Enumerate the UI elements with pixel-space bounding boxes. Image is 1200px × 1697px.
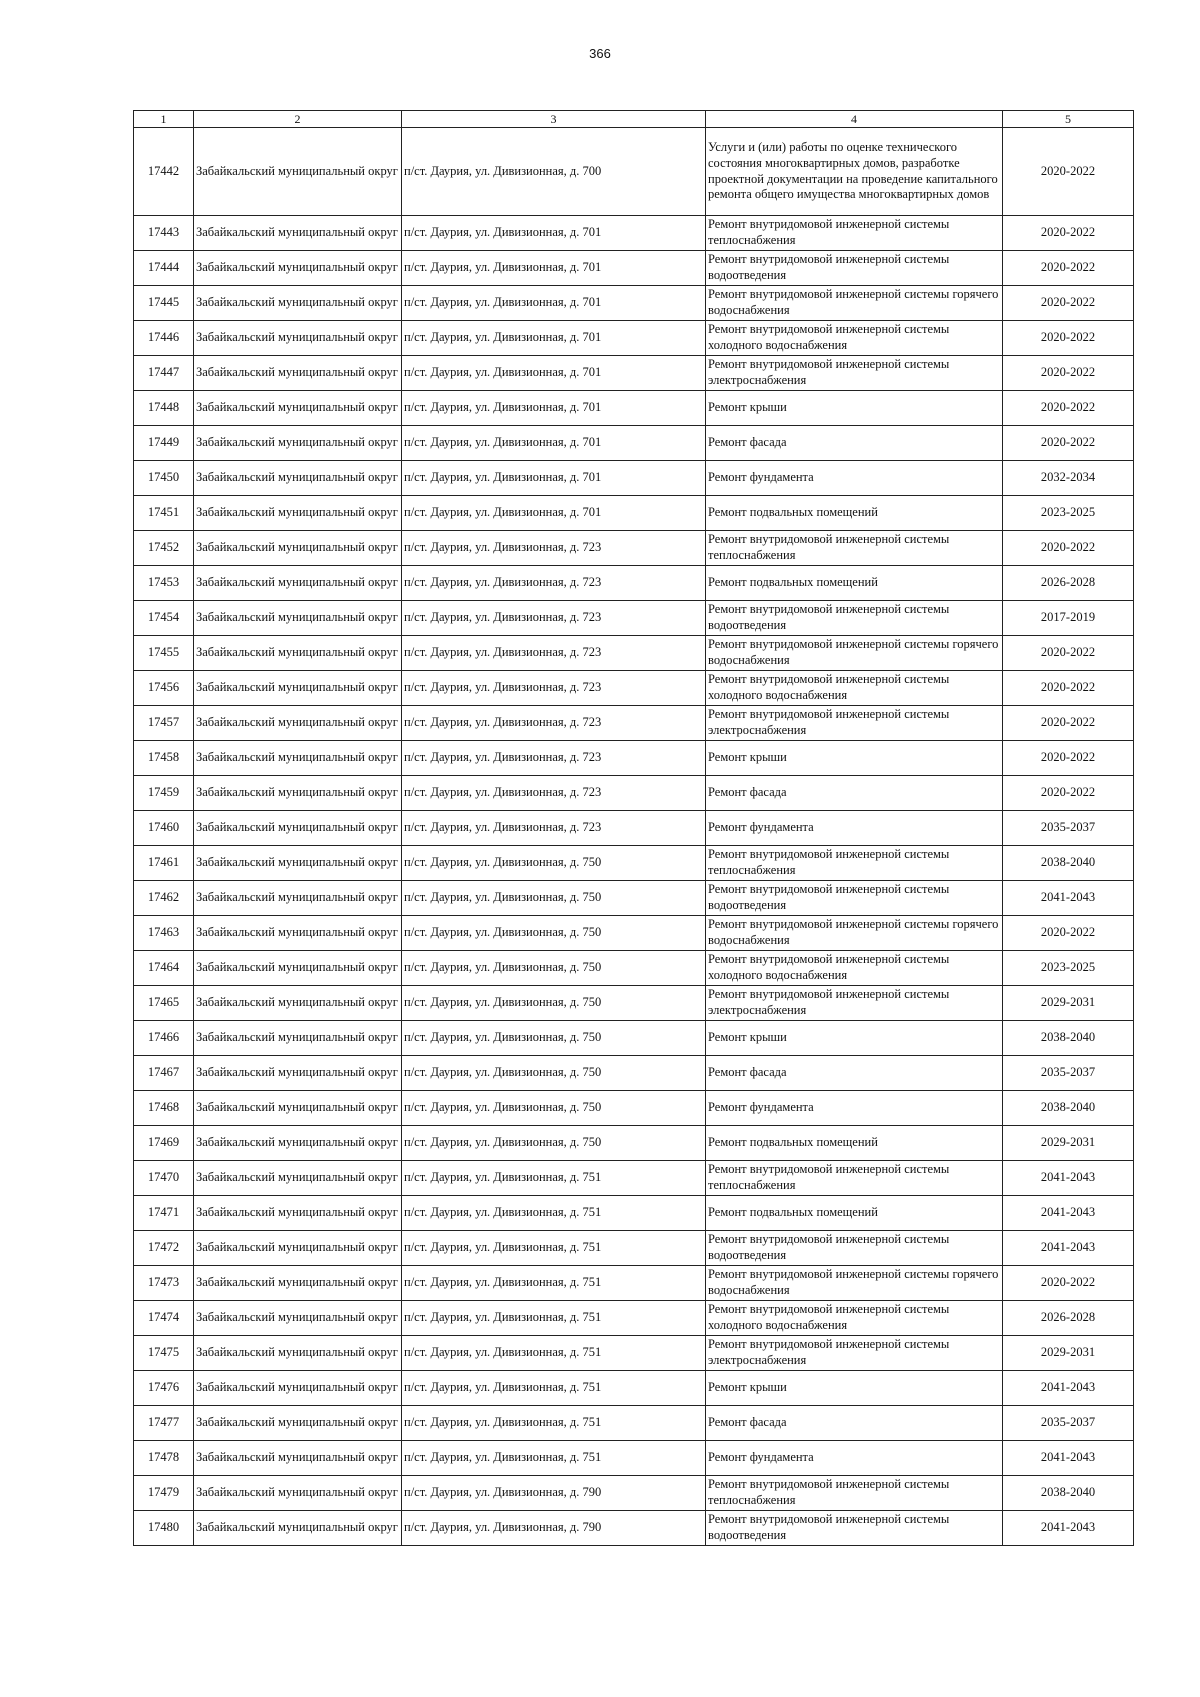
district-cell: Забайкальский муниципальный округ	[194, 986, 402, 1021]
column-header: 3	[402, 111, 706, 128]
district-cell: Забайкальский муниципальный округ	[194, 566, 402, 601]
district-cell: Забайкальский муниципальный округ	[194, 426, 402, 461]
table-row	[134, 1406, 1134, 1441]
period-cell: 2017-2019	[1003, 601, 1134, 636]
table-row	[134, 1056, 1134, 1091]
row-number-cell: 17476	[134, 1371, 194, 1406]
row-number-cell: 17450	[134, 461, 194, 496]
row-number-cell: 17462	[134, 881, 194, 916]
address-cell: п/ст. Даурия, ул. Дивизионная, д. 750	[402, 881, 706, 916]
address-cell: п/ст. Даурия, ул. Дивизионная, д. 790	[402, 1476, 706, 1511]
period-cell: 2041-2043	[1003, 1161, 1134, 1196]
district-cell: Забайкальский муниципальный округ	[194, 1126, 402, 1161]
district-cell: Забайкальский муниципальный округ	[194, 706, 402, 741]
row-number-cell: 17445	[134, 286, 194, 321]
table-row	[134, 1476, 1134, 1511]
work-type-cell: Ремонт крыши	[706, 1021, 1003, 1056]
table-row	[134, 601, 1134, 636]
period-cell: 2038-2040	[1003, 1476, 1134, 1511]
work-type-cell: Ремонт внутридомовой инженерной системы водоотведения	[706, 1511, 1003, 1546]
work-type-cell: Ремонт внутридомовой инженерной системы теплоснабжения	[706, 846, 1003, 881]
district-cell: Забайкальский муниципальный округ	[194, 846, 402, 881]
table-row	[134, 881, 1134, 916]
work-type-cell: Ремонт внутридомовой инженерной системы холодного водоснабжения	[706, 1301, 1003, 1336]
work-type-cell: Ремонт внутридомовой инженерной системы горячего водоснабжения	[706, 286, 1003, 321]
address-cell: п/ст. Даурия, ул. Дивизионная, д. 750	[402, 1126, 706, 1161]
address-cell: п/ст. Даурия, ул. Дивизионная, д. 750	[402, 1056, 706, 1091]
period-cell: 2029-2031	[1003, 986, 1134, 1021]
district-cell: Забайкальский муниципальный округ	[194, 1476, 402, 1511]
district-cell: Забайкальский муниципальный округ	[194, 391, 402, 426]
district-cell: Забайкальский муниципальный округ	[194, 636, 402, 671]
row-number-cell: 17443	[134, 216, 194, 251]
work-type-cell: Ремонт фасада	[706, 426, 1003, 461]
period-cell: 2026-2028	[1003, 1301, 1134, 1336]
address-cell: п/ст. Даурия, ул. Дивизионная, д. 751	[402, 1371, 706, 1406]
work-type-cell: Ремонт фасада	[706, 1406, 1003, 1441]
table-row	[134, 1091, 1134, 1126]
district-cell: Забайкальский муниципальный округ	[194, 461, 402, 496]
period-cell: 2020-2022	[1003, 706, 1134, 741]
table-row	[134, 1371, 1134, 1406]
district-cell: Забайкальский муниципальный округ	[194, 1021, 402, 1056]
row-number-cell: 17480	[134, 1511, 194, 1546]
table-row	[134, 496, 1134, 531]
work-type-cell: Ремонт фасада	[706, 1056, 1003, 1091]
work-type-cell: Ремонт внутридомовой инженерной системы холодного водоснабжения	[706, 321, 1003, 356]
address-cell: п/ст. Даурия, ул. Дивизионная, д. 723	[402, 706, 706, 741]
district-cell: Забайкальский муниципальный округ	[194, 251, 402, 286]
table-row	[134, 1301, 1134, 1336]
row-number-cell: 17458	[134, 741, 194, 776]
row-number-cell: 17468	[134, 1091, 194, 1126]
address-cell: п/ст. Даурия, ул. Дивизионная, д. 750	[402, 916, 706, 951]
row-number-cell: 17471	[134, 1196, 194, 1231]
address-cell: п/ст. Даурия, ул. Дивизионная, д. 723	[402, 741, 706, 776]
period-cell: 2020-2022	[1003, 286, 1134, 321]
column-header: 5	[1003, 111, 1134, 128]
district-cell: Забайкальский муниципальный округ	[194, 1406, 402, 1441]
table-row	[134, 811, 1134, 846]
row-number-cell: 17455	[134, 636, 194, 671]
work-type-cell: Ремонт внутридомовой инженерной системы горячего водоснабжения	[706, 636, 1003, 671]
work-type-cell: Ремонт внутридомовой инженерной системы водоотведения	[706, 1231, 1003, 1266]
work-type-cell: Ремонт внутридомовой инженерной системы холодного водоснабжения	[706, 671, 1003, 706]
district-cell: Забайкальский муниципальный округ	[194, 671, 402, 706]
table-row	[134, 986, 1134, 1021]
district-cell: Забайкальский муниципальный округ	[194, 881, 402, 916]
page-number: 366	[589, 46, 611, 61]
row-number-cell: 17461	[134, 846, 194, 881]
period-cell: 2038-2040	[1003, 1021, 1134, 1056]
work-type-cell: Ремонт фасада	[706, 776, 1003, 811]
district-cell: Забайкальский муниципальный округ	[194, 776, 402, 811]
address-cell: п/ст. Даурия, ул. Дивизионная, д. 751	[402, 1301, 706, 1336]
work-type-cell: Ремонт внутридомовой инженерной системы водоотведения	[706, 251, 1003, 286]
repair-schedule-table	[133, 110, 1134, 1546]
row-number-cell: 17457	[134, 706, 194, 741]
period-cell: 2029-2031	[1003, 1336, 1134, 1371]
period-cell: 2020-2022	[1003, 391, 1134, 426]
period-cell: 2029-2031	[1003, 1126, 1134, 1161]
work-type-cell: Ремонт подвальных помещений	[706, 1196, 1003, 1231]
district-cell: Забайкальский муниципальный округ	[194, 216, 402, 251]
table-row	[134, 741, 1134, 776]
period-cell: 2020-2022	[1003, 216, 1134, 251]
address-cell: п/ст. Даурия, ул. Дивизионная, д. 751	[402, 1161, 706, 1196]
period-cell: 2020-2022	[1003, 671, 1134, 706]
table-body	[134, 128, 1134, 1546]
work-type-cell: Ремонт внутридомовой инженерной системы холодного водоснабжения	[706, 951, 1003, 986]
district-cell: Забайкальский муниципальный округ	[194, 601, 402, 636]
work-type-cell: Услуги и (или) работы по оценке технического состояния многоквартирных домов, разработке проектной документации на проведение капитального ремонта общего имущества многоквартирных домов	[706, 128, 1003, 216]
table-row	[134, 251, 1134, 286]
table-row	[134, 671, 1134, 706]
table-row	[134, 461, 1134, 496]
address-cell: п/ст. Даурия, ул. Дивизионная, д. 723	[402, 601, 706, 636]
row-number-cell: 17464	[134, 951, 194, 986]
row-number-cell: 17470	[134, 1161, 194, 1196]
table-row	[134, 531, 1134, 566]
row-number-cell: 17452	[134, 531, 194, 566]
district-cell: Забайкальский муниципальный округ	[194, 1091, 402, 1126]
district-cell: Забайкальский муниципальный округ	[194, 286, 402, 321]
table-row	[134, 776, 1134, 811]
work-type-cell: Ремонт крыши	[706, 1371, 1003, 1406]
address-cell: п/ст. Даурия, ул. Дивизионная, д. 701	[402, 321, 706, 356]
district-cell: Забайкальский муниципальный округ	[194, 1511, 402, 1546]
period-cell: 2041-2043	[1003, 1231, 1134, 1266]
district-cell: Забайкальский муниципальный округ	[194, 1231, 402, 1266]
district-cell: Забайкальский муниципальный округ	[194, 951, 402, 986]
period-cell: 2020-2022	[1003, 128, 1134, 216]
period-cell: 2041-2043	[1003, 1371, 1134, 1406]
period-cell: 2023-2025	[1003, 496, 1134, 531]
address-cell: п/ст. Даурия, ул. Дивизионная, д. 750	[402, 846, 706, 881]
row-number-cell: 17479	[134, 1476, 194, 1511]
district-cell: Забайкальский муниципальный округ	[194, 531, 402, 566]
address-cell: п/ст. Даурия, ул. Дивизионная, д. 790	[402, 1511, 706, 1546]
period-cell: 2023-2025	[1003, 951, 1134, 986]
district-cell: Забайкальский муниципальный округ	[194, 1266, 402, 1301]
work-type-cell: Ремонт внутридомовой инженерной системы теплоснабжения	[706, 531, 1003, 566]
row-number-cell: 17451	[134, 496, 194, 531]
address-cell: п/ст. Даурия, ул. Дивизионная, д. 751	[402, 1231, 706, 1266]
district-cell: Забайкальский муниципальный округ	[194, 321, 402, 356]
district-cell: Забайкальский муниципальный округ	[194, 916, 402, 951]
row-number-cell: 17473	[134, 1266, 194, 1301]
period-cell: 2020-2022	[1003, 776, 1134, 811]
address-cell: п/ст. Даурия, ул. Дивизионная, д. 701	[402, 496, 706, 531]
period-cell: 2041-2043	[1003, 1511, 1134, 1546]
work-type-cell: Ремонт подвальных помещений	[706, 496, 1003, 531]
address-cell: п/ст. Даурия, ул. Дивизионная, д. 701	[402, 216, 706, 251]
address-cell: п/ст. Даурия, ул. Дивизионная, д. 751	[402, 1336, 706, 1371]
address-cell: п/ст. Даурия, ул. Дивизионная, д. 701	[402, 251, 706, 286]
row-number-cell: 17449	[134, 426, 194, 461]
table-row	[134, 1266, 1134, 1301]
table-row	[134, 356, 1134, 391]
period-cell: 2020-2022	[1003, 1266, 1134, 1301]
address-cell: п/ст. Даурия, ул. Дивизионная, д. 723	[402, 566, 706, 601]
row-number-cell: 17444	[134, 251, 194, 286]
address-cell: п/ст. Даурия, ул. Дивизионная, д. 701	[402, 426, 706, 461]
work-type-cell: Ремонт фундамента	[706, 1091, 1003, 1126]
address-cell: п/ст. Даурия, ул. Дивизионная, д. 750	[402, 951, 706, 986]
work-type-cell: Ремонт внутридомовой инженерной системы горячего водоснабжения	[706, 1266, 1003, 1301]
table-row	[134, 916, 1134, 951]
period-cell: 2032-2034	[1003, 461, 1134, 496]
column-header: 1	[134, 111, 194, 128]
row-number-cell: 17454	[134, 601, 194, 636]
row-number-cell: 17472	[134, 1231, 194, 1266]
table-row	[134, 1126, 1134, 1161]
row-number-cell: 17465	[134, 986, 194, 1021]
row-number-cell: 17478	[134, 1441, 194, 1476]
period-cell: 2038-2040	[1003, 846, 1134, 881]
work-type-cell: Ремонт крыши	[706, 741, 1003, 776]
period-cell: 2020-2022	[1003, 251, 1134, 286]
period-cell: 2020-2022	[1003, 321, 1134, 356]
table-row	[134, 636, 1134, 671]
address-cell: п/ст. Даурия, ул. Дивизионная, д. 701	[402, 286, 706, 321]
row-number-cell: 17442	[134, 128, 194, 216]
district-cell: Забайкальский муниципальный округ	[194, 1196, 402, 1231]
table-row	[134, 1336, 1134, 1371]
row-number-cell: 17463	[134, 916, 194, 951]
table-row	[134, 951, 1134, 986]
period-cell: 2041-2043	[1003, 881, 1134, 916]
address-cell: п/ст. Даурия, ул. Дивизионная, д. 723	[402, 671, 706, 706]
address-cell: п/ст. Даурия, ул. Дивизионная, д. 701	[402, 391, 706, 426]
work-type-cell: Ремонт подвальных помещений	[706, 566, 1003, 601]
table-row	[134, 1161, 1134, 1196]
table-row	[134, 391, 1134, 426]
period-cell: 2020-2022	[1003, 741, 1134, 776]
table-row	[134, 286, 1134, 321]
address-cell: п/ст. Даурия, ул. Дивизионная, д. 723	[402, 531, 706, 566]
row-number-cell: 17453	[134, 566, 194, 601]
address-cell: п/ст. Даурия, ул. Дивизионная, д. 701	[402, 356, 706, 391]
row-number-cell: 17446	[134, 321, 194, 356]
row-number-cell: 17448	[134, 391, 194, 426]
table-row	[134, 216, 1134, 251]
column-header: 2	[194, 111, 402, 128]
row-number-cell: 17466	[134, 1021, 194, 1056]
row-number-cell: 17475	[134, 1336, 194, 1371]
district-cell: Забайкальский муниципальный округ	[194, 496, 402, 531]
address-cell: п/ст. Даурия, ул. Дивизионная, д. 751	[402, 1406, 706, 1441]
work-type-cell: Ремонт внутридомовой инженерной системы водоотведения	[706, 601, 1003, 636]
address-cell: п/ст. Даурия, ул. Дивизионная, д. 750	[402, 1091, 706, 1126]
table-row	[134, 321, 1134, 356]
table-row	[134, 566, 1134, 601]
row-number-cell: 17477	[134, 1406, 194, 1441]
period-cell: 2020-2022	[1003, 426, 1134, 461]
table-row	[134, 128, 1134, 216]
work-type-cell: Ремонт фундамента	[706, 461, 1003, 496]
work-type-cell: Ремонт фундамента	[706, 1441, 1003, 1476]
period-cell: 2020-2022	[1003, 636, 1134, 671]
period-cell: 2020-2022	[1003, 356, 1134, 391]
work-type-cell: Ремонт внутридомовой инженерной системы теплоснабжения	[706, 216, 1003, 251]
period-cell: 2041-2043	[1003, 1441, 1134, 1476]
address-cell: п/ст. Даурия, ул. Дивизионная, д. 751	[402, 1441, 706, 1476]
district-cell: Забайкальский муниципальный округ	[194, 811, 402, 846]
period-cell: 2020-2022	[1003, 531, 1134, 566]
column-header: 4	[706, 111, 1003, 128]
table-row	[134, 1231, 1134, 1266]
address-cell: п/ст. Даурия, ул. Дивизионная, д. 723	[402, 776, 706, 811]
work-type-cell: Ремонт внутридомовой инженерной системы водоотведения	[706, 881, 1003, 916]
period-cell: 2020-2022	[1003, 916, 1134, 951]
work-type-cell: Ремонт внутридомовой инженерной системы электроснабжения	[706, 706, 1003, 741]
period-cell: 2041-2043	[1003, 1196, 1134, 1231]
table-row	[134, 1021, 1134, 1056]
work-type-cell: Ремонт внутридомовой инженерной системы теплоснабжения	[706, 1476, 1003, 1511]
period-cell: 2035-2037	[1003, 1056, 1134, 1091]
period-cell: 2035-2037	[1003, 811, 1134, 846]
table-row	[134, 1511, 1134, 1546]
address-cell: п/ст. Даурия, ул. Дивизионная, д. 750	[402, 1021, 706, 1056]
district-cell: Забайкальский муниципальный округ	[194, 1301, 402, 1336]
address-cell: п/ст. Даурия, ул. Дивизионная, д. 751	[402, 1266, 706, 1301]
row-number-cell: 17459	[134, 776, 194, 811]
work-type-cell: Ремонт фундамента	[706, 811, 1003, 846]
district-cell: Забайкальский муниципальный округ	[194, 1371, 402, 1406]
district-cell: Забайкальский муниципальный округ	[194, 356, 402, 391]
work-type-cell: Ремонт внутридомовой инженерной системы теплоснабжения	[706, 1161, 1003, 1196]
district-cell: Забайкальский муниципальный округ	[194, 1056, 402, 1091]
row-number-cell: 17447	[134, 356, 194, 391]
work-type-cell: Ремонт внутридомовой инженерной системы горячего водоснабжения	[706, 916, 1003, 951]
row-number-cell: 17460	[134, 811, 194, 846]
work-type-cell: Ремонт внутридомовой инженерной системы электроснабжения	[706, 356, 1003, 391]
work-type-cell: Ремонт крыши	[706, 391, 1003, 426]
table-row	[134, 1196, 1134, 1231]
address-cell: п/ст. Даурия, ул. Дивизионная, д. 701	[402, 461, 706, 496]
address-cell: п/ст. Даурия, ул. Дивизионная, д. 723	[402, 811, 706, 846]
row-number-cell: 17469	[134, 1126, 194, 1161]
work-type-cell: Ремонт подвальных помещений	[706, 1126, 1003, 1161]
district-cell: Забайкальский муниципальный округ	[194, 741, 402, 776]
row-number-cell: 17474	[134, 1301, 194, 1336]
address-cell: п/ст. Даурия, ул. Дивизионная, д. 751	[402, 1196, 706, 1231]
period-cell: 2035-2037	[1003, 1406, 1134, 1441]
district-cell: Забайкальский муниципальный округ	[194, 1441, 402, 1476]
work-type-cell: Ремонт внутридомовой инженерной системы электроснабжения	[706, 986, 1003, 1021]
table-header-row	[134, 111, 1134, 128]
address-cell: п/ст. Даурия, ул. Дивизионная, д. 700	[402, 128, 706, 216]
district-cell: Забайкальский муниципальный округ	[194, 128, 402, 216]
table-row	[134, 706, 1134, 741]
address-cell: п/ст. Даурия, ул. Дивизионная, д. 750	[402, 986, 706, 1021]
table-row	[134, 846, 1134, 881]
row-number-cell: 17456	[134, 671, 194, 706]
period-cell: 2038-2040	[1003, 1091, 1134, 1126]
work-type-cell: Ремонт внутридомовой инженерной системы электроснабжения	[706, 1336, 1003, 1371]
row-number-cell: 17467	[134, 1056, 194, 1091]
address-cell: п/ст. Даурия, ул. Дивизионная, д. 723	[402, 636, 706, 671]
table-row	[134, 1441, 1134, 1476]
period-cell: 2026-2028	[1003, 566, 1134, 601]
table-row	[134, 426, 1134, 461]
district-cell: Забайкальский муниципальный округ	[194, 1336, 402, 1371]
district-cell: Забайкальский муниципальный округ	[194, 1161, 402, 1196]
